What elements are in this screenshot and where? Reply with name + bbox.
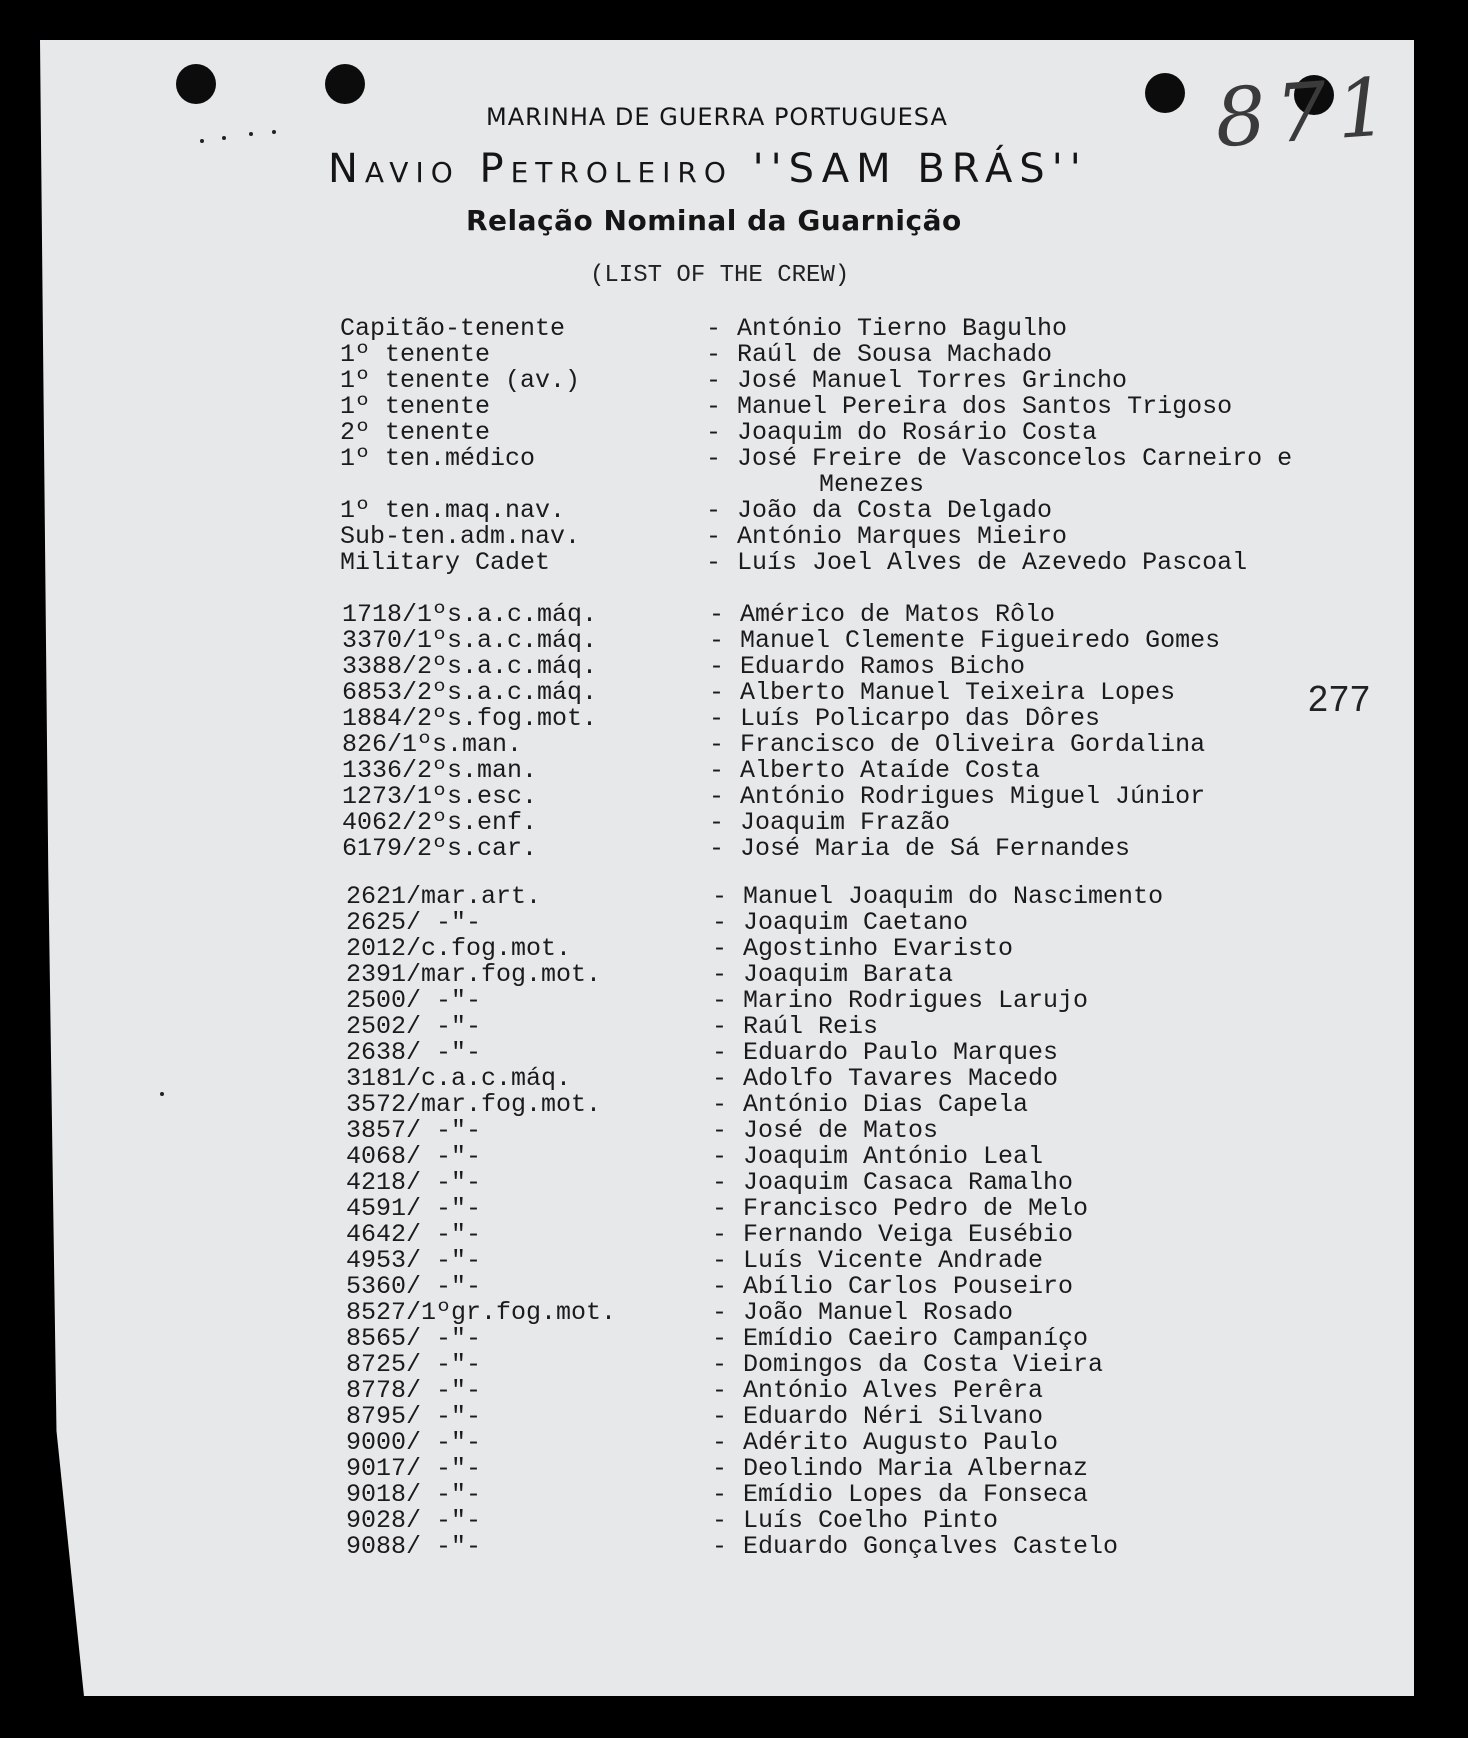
crew-row (346, 1300, 1346, 1326)
crew-rank: 9028/ -"- (346, 1506, 482, 1535)
separator-dash: - (712, 1376, 728, 1405)
ship-heading: Navio Petroleiro ''SAM BRÁS'' (328, 146, 1088, 192)
crew-row (340, 342, 1340, 368)
crew-name: Luís Joel Alves de Azevedo Pascoal (737, 548, 1248, 577)
crew-row (340, 444, 1340, 499)
crew-rank: Sub-ten.adm.nav. (340, 522, 581, 551)
crew-rank: 4591/ -"- (346, 1194, 482, 1223)
separator-dash: - (709, 730, 725, 759)
list-title: Relação Nominal da Guarnição (466, 204, 962, 237)
separator-dash: - (712, 1350, 728, 1379)
crew-name: Alberto Ataíde Costa (740, 756, 1041, 785)
list-subtitle: (LIST OF THE CREW) (590, 262, 850, 289)
crew-name-continuation: Menezes (819, 470, 925, 499)
crew-row (346, 1092, 1346, 1118)
crew-row (342, 810, 1342, 836)
separator-dash: - (709, 782, 725, 811)
crew-name: Alberto Manuel Teixeira Lopes (740, 678, 1176, 707)
crew-name: Adolfo Tavares Macedo (743, 1064, 1059, 1093)
crew-name: Eduardo Néri Silvano (743, 1402, 1044, 1431)
separator-dash: - (712, 1324, 728, 1353)
crew-row (342, 654, 1342, 680)
crew-rank: 2638/ -"- (346, 1038, 482, 1067)
separator-dash: - (712, 1012, 728, 1041)
crew-row (346, 1170, 1346, 1196)
crew-rank: 4218/ -"- (346, 1168, 482, 1197)
crew-name: Abílio Carlos Pouseiro (743, 1272, 1074, 1301)
crew-name: Joaquim Barata (743, 960, 954, 989)
crew-rank: 3370/1ºs.a.c.máq. (342, 626, 598, 655)
crew-row (346, 1534, 1346, 1560)
crew-name: Joaquim Caetano (743, 908, 969, 937)
crew-rank: 1718/1ºs.a.c.máq. (342, 600, 598, 629)
separator-dash: - (709, 704, 725, 733)
crew-rank: 2621/mar.art. (346, 882, 542, 911)
separator-dash: - (706, 522, 722, 551)
crew-name: José Maria de Sá Fernandes (740, 834, 1131, 863)
separator-dash: - (706, 392, 722, 421)
crew-name: António Marques Mieiro (737, 522, 1068, 551)
crew-name: Marino Rodrigues Larujo (743, 986, 1089, 1015)
crew-row (346, 1222, 1346, 1248)
crew-row (346, 936, 1346, 962)
crew-row (340, 498, 1340, 524)
crew-rank: 2500/ -"- (346, 986, 482, 1015)
separator-dash: - (712, 1272, 728, 1301)
separator-dash: - (712, 960, 728, 989)
separator-dash: - (709, 808, 725, 837)
separator-dash: - (706, 366, 722, 395)
separator-dash: - (709, 756, 725, 785)
crew-row (340, 420, 1340, 446)
crew-name: António Dias Capela (743, 1090, 1029, 1119)
crew-rank: 1º ten.maq.nav. (340, 496, 566, 525)
crew-name: Eduardo Ramos Bicho (740, 652, 1026, 681)
crew-rank: 1º tenente (av.) (340, 366, 581, 395)
crew-row (340, 368, 1340, 394)
separator-dash: - (712, 908, 728, 937)
separator-dash: - (712, 1480, 728, 1509)
crew-rank: 8725/ -"- (346, 1350, 482, 1379)
separator-dash: - (712, 1168, 728, 1197)
crew-name: Fernando Veiga Eusébio (743, 1220, 1074, 1249)
crew-row (346, 1430, 1346, 1456)
crew-name: João Manuel Rosado (743, 1298, 1014, 1327)
crew-row (346, 962, 1346, 988)
separator-dash: - (706, 418, 722, 447)
crew-rank: 8778/ -"- (346, 1376, 482, 1405)
crew-rank: 4953/ -"- (346, 1246, 482, 1275)
separator-dash: - (709, 834, 725, 863)
crew-row (342, 602, 1342, 628)
crew-row (342, 706, 1342, 732)
crew-rank: 3181/c.a.c.máq. (346, 1064, 572, 1093)
crew-row (342, 836, 1342, 862)
crew-row (342, 628, 1342, 654)
crew-name: Luís Policarpo das Dôres (740, 704, 1101, 733)
separator-dash: - (712, 1142, 728, 1171)
crew-rank: 3572/mar.fog.mot. (346, 1090, 602, 1119)
crew-name: Deolindo Maria Albernaz (743, 1454, 1089, 1483)
crew-name: Luís Coelho Pinto (743, 1506, 999, 1535)
separator-dash: - (712, 882, 728, 911)
crew-row (346, 1248, 1346, 1274)
page-number-stamp: 277 (1308, 678, 1372, 719)
crew-rank: 1º ten.médico (340, 444, 536, 473)
crew-rank: 1336/2ºs.man. (342, 756, 538, 785)
crew-name: Domingos da Costa Vieira (743, 1350, 1104, 1379)
crew-rank: 1º tenente (340, 340, 491, 369)
separator-dash: - (712, 1064, 728, 1093)
crew-row (346, 884, 1346, 910)
crew-name: Francisco Pedro de Melo (743, 1194, 1089, 1223)
crew-row (346, 910, 1346, 936)
separator-dash: - (706, 314, 722, 343)
separator-dash: - (712, 1402, 728, 1431)
crew-name: Emídio Lopes da Fonseca (743, 1480, 1089, 1509)
separator-dash: - (706, 548, 722, 577)
crew-rank: 3388/2ºs.a.c.máq. (342, 652, 598, 681)
crew-name: Luís Vicente Andrade (743, 1246, 1044, 1275)
separator-dash: - (709, 652, 725, 681)
crew-name: José Freire de Vasconcelos Carneiro e (737, 444, 1293, 473)
separator-dash: - (712, 1090, 728, 1119)
crew-rank: 826/1ºs.man. (342, 730, 523, 759)
crew-row (346, 1404, 1346, 1430)
separator-dash: - (712, 1038, 728, 1067)
crew-row (346, 1014, 1346, 1040)
crew-rank: 1º tenente (340, 392, 491, 421)
crew-row (346, 1508, 1346, 1534)
crew-name: José de Matos (743, 1116, 939, 1145)
crew-rank: 3857/ -"- (346, 1116, 482, 1145)
crew-rank: 9088/ -"- (346, 1532, 482, 1561)
crew-rank: 1884/2ºs.fog.mot. (342, 704, 598, 733)
separator-dash: - (712, 1532, 728, 1561)
crew-row (346, 1482, 1346, 1508)
crew-name: Manuel Joaquim do Nascimento (743, 882, 1164, 911)
crew-row (346, 1196, 1346, 1222)
separator-dash: - (712, 1116, 728, 1145)
crew-rank: 9000/ -"- (346, 1428, 482, 1457)
crew-row (340, 394, 1340, 420)
crew-row (340, 316, 1340, 342)
separator-dash: - (709, 678, 725, 707)
crew-name: João da Costa Delgado (737, 496, 1053, 525)
crew-name: Joaquim Frazão (740, 808, 951, 837)
crew-name: António Tierno Bagulho (737, 314, 1068, 343)
crew-rank: 9017/ -"- (346, 1454, 482, 1483)
separator-dash: - (706, 340, 722, 369)
crew-row (346, 1326, 1346, 1352)
separator-dash: - (712, 934, 728, 963)
crew-rank: Capitão-tenente (340, 314, 566, 343)
crew-name: Joaquim do Rosário Costa (737, 418, 1098, 447)
crew-rank: 2502/ -"- (346, 1012, 482, 1041)
crew-name: Agostinho Evaristo (743, 934, 1014, 963)
crew-name: Joaquim Casaca Ramalho (743, 1168, 1074, 1197)
separator-dash: - (712, 1194, 728, 1223)
separator-dash: - (712, 1454, 728, 1483)
crew-name: Raúl Reis (743, 1012, 879, 1041)
crew-row (340, 550, 1340, 576)
crew-name: Eduardo Gonçalves Castelo (743, 1532, 1119, 1561)
crew-rank: 2391/mar.fog.mot. (346, 960, 602, 989)
crew-rank: 6853/2ºs.a.c.máq. (342, 678, 598, 707)
crew-rank: 2625/ -"- (346, 908, 482, 937)
crew-row (342, 732, 1342, 758)
crew-name: Manuel Clemente Figueiredo Gomes (740, 626, 1221, 655)
crew-rank: 1273/1ºs.esc. (342, 782, 538, 811)
separator-dash: - (706, 496, 722, 525)
crew-rank: 5360/ -"- (346, 1272, 482, 1301)
crew-row (346, 1144, 1346, 1170)
crew-row (340, 524, 1340, 550)
crew-rank: 4642/ -"- (346, 1220, 482, 1249)
crew-name: Eduardo Paulo Marques (743, 1038, 1059, 1067)
crew-rank: 8527/1ºgr.fog.mot. (346, 1298, 617, 1327)
crew-row (346, 1040, 1346, 1066)
separator-dash: - (712, 1506, 728, 1535)
crew-name: Emídio Caeiro Campaníço (743, 1324, 1089, 1353)
crew-rank: 2012/c.fog.mot. (346, 934, 572, 963)
crew-rank: 8795/ -"- (346, 1402, 482, 1431)
crew-row (346, 1456, 1346, 1482)
navy-heading: MARINHA DE GUERRA PORTUGUESA (486, 103, 948, 131)
crew-name: Raúl de Sousa Machado (737, 340, 1053, 369)
crew-row (342, 784, 1342, 810)
separator-dash: - (709, 626, 725, 655)
crew-name: António Alves Perêra (743, 1376, 1044, 1405)
crew-name: José Manuel Torres Grincho (737, 366, 1128, 395)
crew-name: Américo de Matos Rôlo (740, 600, 1056, 629)
crew-rank: 9018/ -"- (346, 1480, 482, 1509)
separator-dash: - (712, 1220, 728, 1249)
handwritten-folio-number: 871 (1211, 59, 1401, 166)
crew-name: Francisco de Oliveira Gordalina (740, 730, 1206, 759)
separator-dash: - (712, 1428, 728, 1457)
separator-dash: - (712, 986, 728, 1015)
crew-row (346, 988, 1346, 1014)
crew-row (346, 1274, 1346, 1300)
crew-rank: Military Cadet (340, 548, 551, 577)
crew-rank: 6179/2ºs.car. (342, 834, 538, 863)
crew-name: Joaquim António Leal (743, 1142, 1044, 1171)
crew-row (346, 1118, 1346, 1144)
crew-rank: 4068/ -"- (346, 1142, 482, 1171)
crew-row (342, 680, 1342, 706)
crew-row (346, 1066, 1346, 1092)
crew-name: Manuel Pereira dos Santos Trigoso (737, 392, 1233, 421)
crew-rank: 2º tenente (340, 418, 491, 447)
separator-dash: - (709, 600, 725, 629)
crew-rank: 8565/ -"- (346, 1324, 482, 1353)
separator-dash: - (712, 1298, 728, 1327)
crew-name: Adérito Augusto Paulo (743, 1428, 1059, 1457)
crew-rank: 4062/2ºs.enf. (342, 808, 538, 837)
crew-row (346, 1378, 1346, 1404)
crew-row (342, 758, 1342, 784)
separator-dash: - (706, 444, 722, 473)
crew-row (346, 1352, 1346, 1378)
crew-name: António Rodrigues Miguel Júnior (740, 782, 1206, 811)
separator-dash: - (712, 1246, 728, 1275)
